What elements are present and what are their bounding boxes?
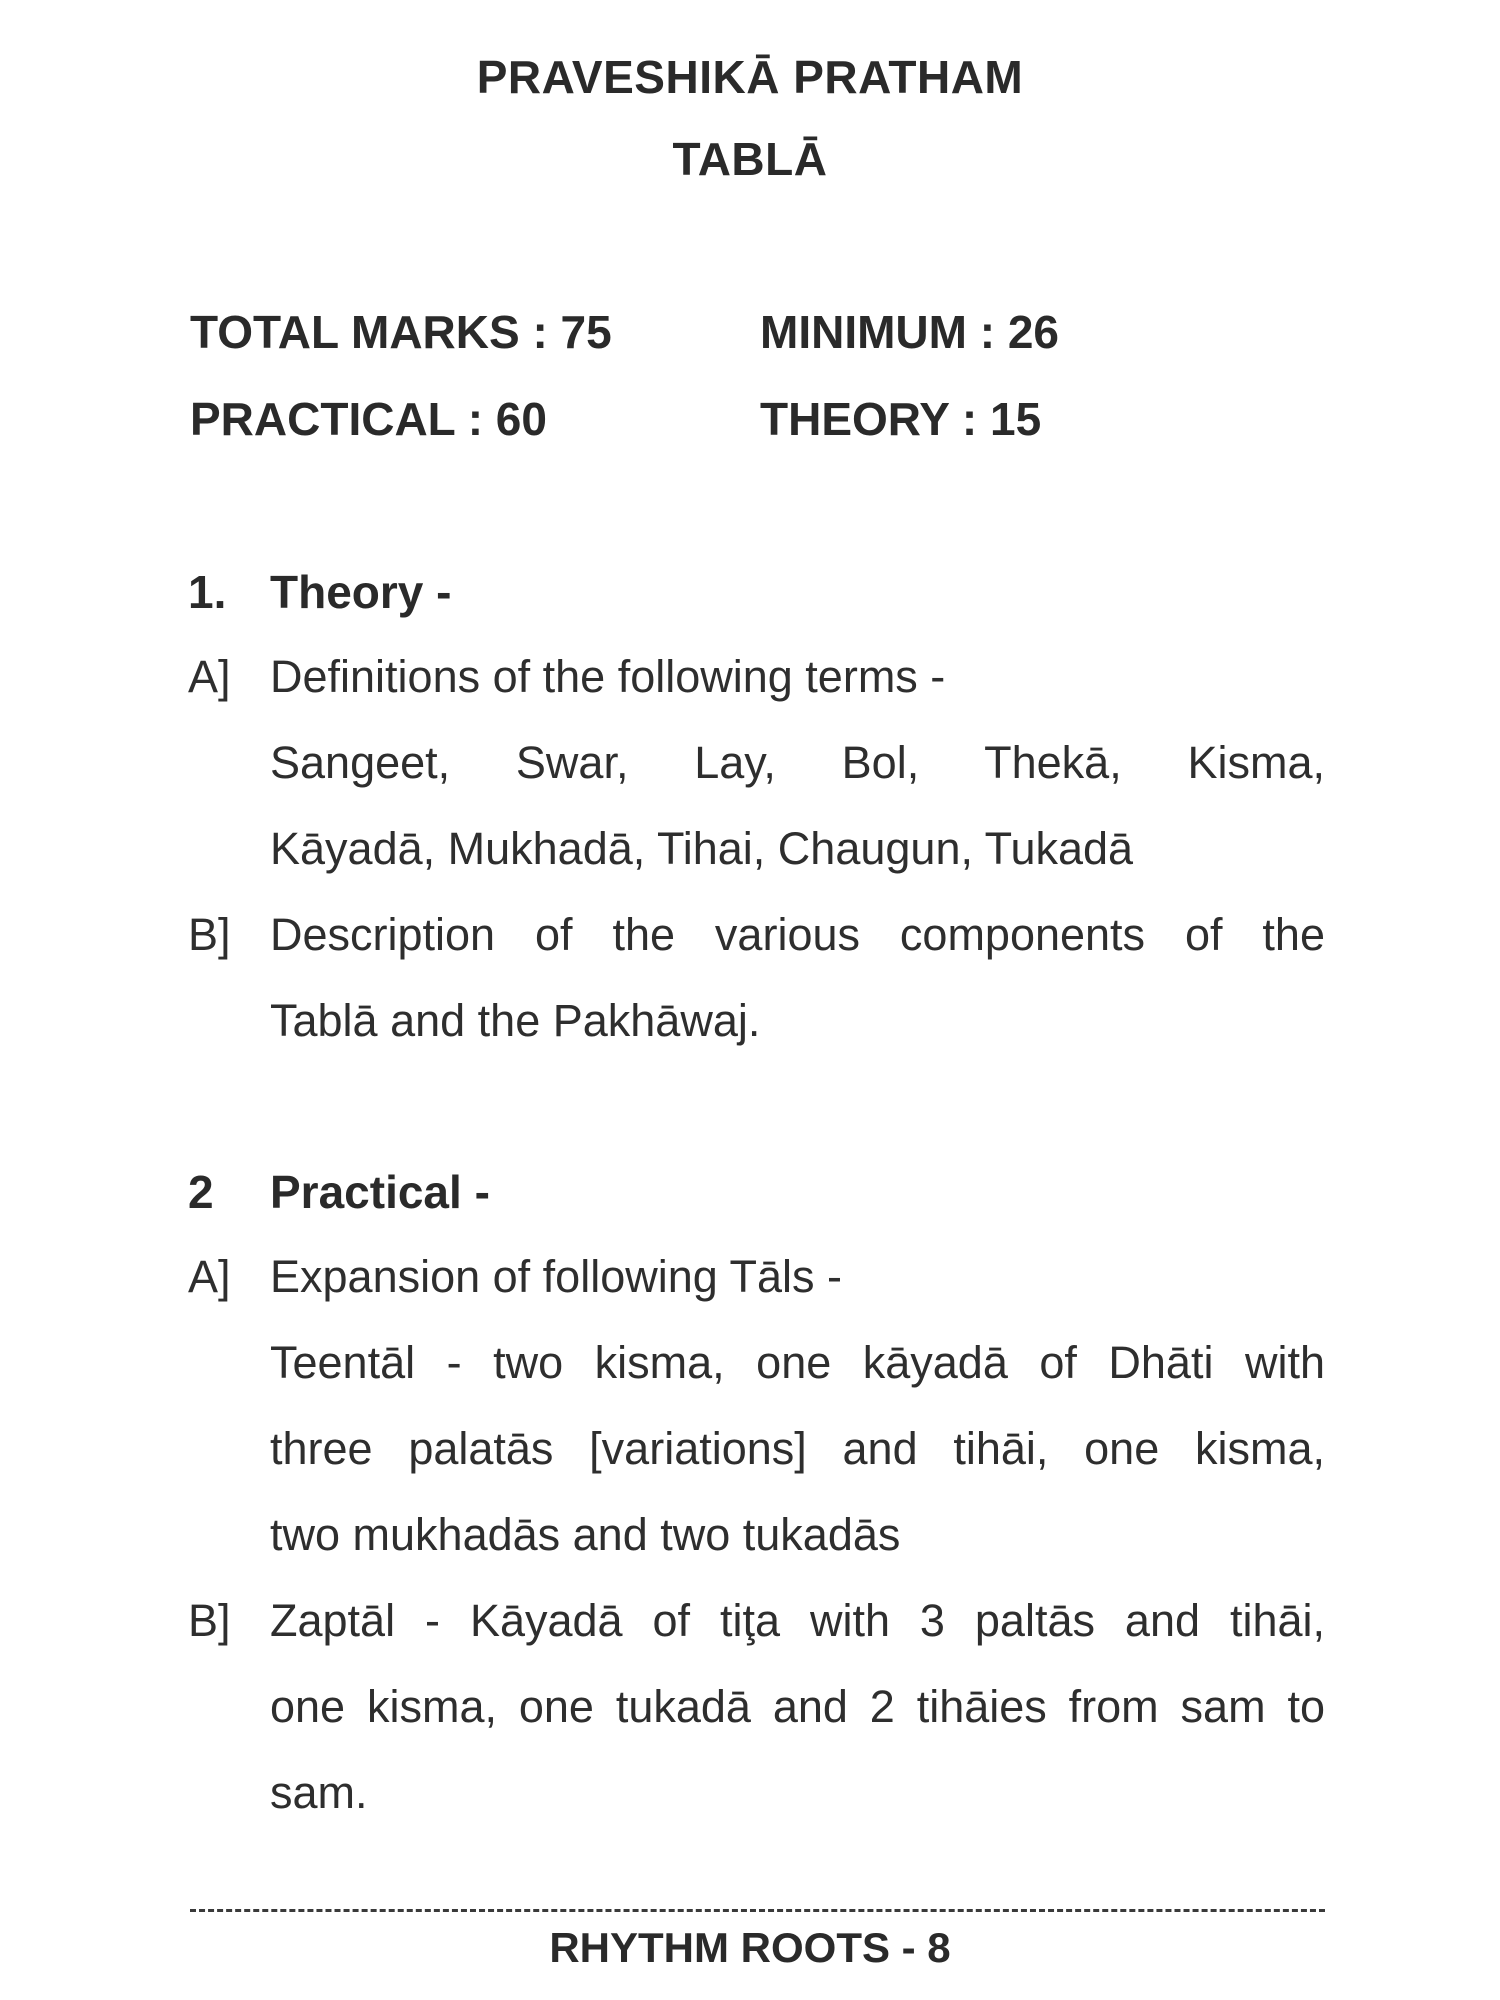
section-2-item-b-line-2: one kisma, one tukadā and 2 tihāies from sam to bbox=[270, 1681, 1325, 1732]
section-2-title: Practical - bbox=[270, 1166, 490, 1218]
section-2-item-a-line-1: Expansion of following Tāls - bbox=[270, 1251, 842, 1302]
section-2-item-a-label: A] bbox=[188, 1251, 231, 1302]
page-title: PRAVESHIKĀ PRATHAM bbox=[476, 51, 1024, 103]
total-marks: TOTAL MARKS : 75 bbox=[190, 306, 612, 358]
minimum-marks: MINIMUM : 26 bbox=[760, 306, 1059, 358]
section-2-item-b-label: B] bbox=[188, 1595, 231, 1646]
section-2-item-a-line-2: Teentāl - two kisma, one kāyadā of Dhāti with bbox=[270, 1337, 1325, 1388]
section-2-item-a-line-3: three palatās [variations] and tihāi, one kisma, bbox=[270, 1423, 1325, 1474]
page-subtitle: TABLĀ bbox=[672, 133, 828, 185]
section-1-item-b-line-2: Tablā and the Pakhāwaj. bbox=[270, 995, 761, 1046]
section-1-item-b-line-1: Description of the various components of the bbox=[270, 909, 1325, 960]
section-1-title: Theory - bbox=[270, 566, 452, 618]
section-2-item-b-line-3: sam. bbox=[270, 1767, 368, 1818]
practical-marks: PRACTICAL : 60 bbox=[190, 393, 547, 445]
section-1-item-a-line-1: Definitions of the following terms - bbox=[270, 651, 946, 702]
section-1-item-a-line-2: Sangeet, Swar, Lay, Bol, Thekā, Kisma, bbox=[270, 737, 1325, 788]
section-1-item-a-line-3: Kāyadā, Mukhadā, Tihai, Chaugun, Tukadā bbox=[270, 823, 1134, 874]
section-2-number: 2 bbox=[188, 1166, 214, 1218]
section-1-item-a-label: A] bbox=[188, 651, 231, 702]
section-2-item-b-line-1: Zaptāl - Kāyadā of tiţa with 3 paltās and tihāi, bbox=[270, 1595, 1325, 1646]
page-footer: RHYTHM ROOTS - 8 bbox=[549, 1924, 951, 1971]
section-2-item-a-line-4: two mukhadās and two tukadās bbox=[270, 1509, 901, 1560]
section-1-number: 1. bbox=[188, 566, 227, 618]
theory-marks: THEORY : 15 bbox=[760, 393, 1042, 445]
section-1-item-b-label: B] bbox=[188, 909, 231, 960]
footer-divider bbox=[190, 1909, 1325, 1912]
